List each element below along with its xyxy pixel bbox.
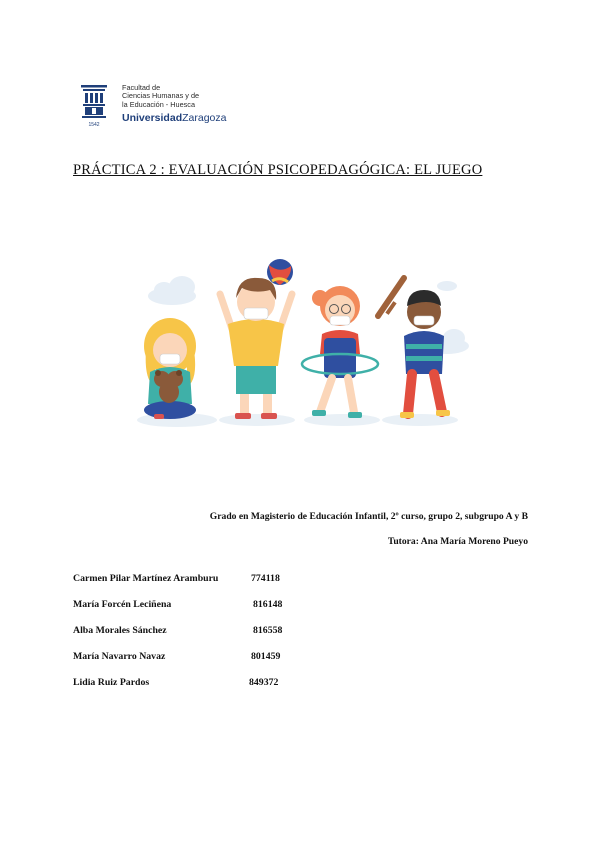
member-id: 801459 (251, 651, 281, 662)
boy-with-sword (378, 278, 450, 418)
girl-with-hoop (302, 286, 378, 418)
member-id: 816148 (253, 599, 283, 610)
svg-text:1542: 1542 (88, 122, 100, 128)
university-logo (79, 84, 239, 128)
faculty-line-1: Facultad de (122, 83, 161, 92)
university-name (122, 112, 242, 124)
children-playing-illustration (132, 254, 480, 436)
member-name: Carmen Pilar Martínez Aramburu (73, 573, 219, 584)
girl-with-teddy (144, 318, 196, 419)
member-id: 816558 (253, 625, 283, 636)
member-name: Alba Morales Sánchez (73, 625, 167, 636)
ball-icon (267, 259, 293, 285)
faculty-line-2: Ciencias Humanas y de (122, 91, 200, 101)
university-crest-icon (79, 84, 109, 128)
member-id: 774118 (251, 573, 280, 584)
degree-info: Grado en Magisterio de Educación Infantil, 2º curso, grupo 2, subgrupo A y B (209, 511, 528, 522)
page-title: PRÁCTICA 2 : EVALUACIÓN PSICOPEDAGÓGICA: EL JUEGO (73, 162, 483, 178)
member-id: 849372 (249, 677, 279, 688)
university-name-bold: Universidad (122, 111, 183, 124)
member-name: Lidia Ruiz Pardos (73, 677, 150, 688)
faculty-line-3: la Educación - Huesca (122, 99, 196, 109)
member-name: María Forcén Leciñena (73, 599, 172, 610)
tutor-info: Tutora: Ana María Moreno Pueyo (387, 536, 528, 547)
university-name-rest: Zaragoza (182, 111, 227, 124)
member-name: María Navarro Navaz (73, 651, 166, 662)
faculty-name (122, 84, 242, 124)
boy-raised-arms (220, 278, 292, 419)
